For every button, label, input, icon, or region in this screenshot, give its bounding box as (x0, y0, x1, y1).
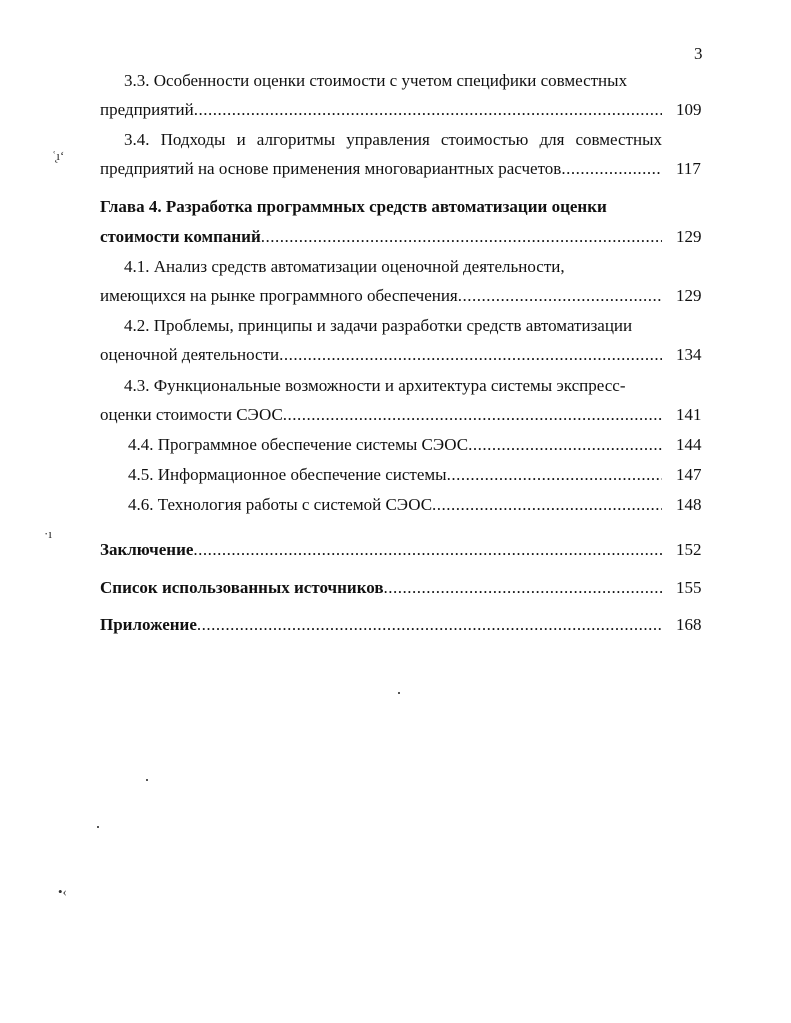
toc-entry-text: Заключение (100, 540, 194, 559)
toc-references-page: 155 (676, 578, 702, 597)
toc-entry-3-3-line-2 (100, 99, 662, 121)
toc-entry-text: имеющихся на рынке программного обеспечения (100, 286, 458, 305)
leader-dots (197, 614, 662, 636)
leader-dots (561, 158, 662, 180)
toc-references (100, 577, 662, 599)
scan-mark: ʿ̨ı‘ (52, 148, 65, 163)
toc-entry-3-4-page: 117 (676, 159, 701, 178)
leader-dots (432, 494, 662, 516)
leader-dots (279, 344, 662, 366)
toc-entry-4-1-page: 129 (676, 286, 702, 305)
scan-mark: •‹ (58, 884, 67, 899)
toc-entry-text: стоимости компаний (100, 227, 261, 246)
scan-speck (398, 692, 400, 694)
leader-dots (384, 577, 662, 599)
toc-entry-3-4-line-2 (100, 158, 662, 180)
leader-dots (193, 539, 662, 561)
leader-dots (468, 434, 662, 456)
toc-entry-4-3-line-2 (100, 404, 662, 426)
toc-entry-4-6-page: 148 (676, 495, 702, 514)
toc-entry-text: 4.6. Технология работы с системой СЭОС (128, 495, 433, 514)
toc-entry-text: оценки стоимости СЭОС (100, 405, 283, 424)
page-number: 3 (694, 44, 703, 63)
leader-dots (458, 285, 662, 307)
toc-entry-4-6 (100, 494, 662, 516)
toc-entry-3-3-page: 109 (676, 100, 702, 119)
toc-entry-text: предприятий (100, 100, 194, 119)
toc-entry-4-3-page: 141 (676, 405, 702, 424)
toc-entry-text: оценочной деятельности (100, 345, 280, 364)
toc-appendix-page: 168 (676, 615, 702, 634)
leader-dots (194, 99, 662, 121)
toc-entry-4-3-line-1: 4.3. Функциональные возможности и архитектура системы экспресс- (124, 376, 626, 395)
toc-entry-4-2-line-1: 4.2. Проблемы, принципы и задачи разработки средств автоматизации (124, 316, 633, 335)
toc-entry-4-5-page: 147 (676, 465, 702, 484)
toc-entry-4-1-line-2 (100, 285, 662, 307)
toc-chapter-4-line-2 (100, 226, 662, 248)
scan-speck (97, 826, 99, 828)
leader-dots (283, 404, 662, 426)
toc-entry-4-2-line-2 (100, 344, 662, 366)
toc-entry-3-4-line-1: 3.4. Подходы и алгоритмы управления стоимостью для совместных (124, 130, 662, 149)
toc-chapter-4-page: 129 (676, 227, 702, 246)
toc-entry-text: 4.4. Программное обеспечение системы СЭОС (128, 435, 469, 454)
toc-entry-text: Список использованных источников (100, 578, 384, 597)
toc-conclusion-page: 152 (676, 540, 702, 559)
toc-conclusion (100, 539, 662, 561)
toc-chapter-4-line-1: Глава 4. Разработка программных средств автоматизации оценки (100, 197, 607, 216)
toc-entry-text: 4.5. Информационное обеспечение системы (128, 465, 447, 484)
toc-entry-4-5 (100, 464, 662, 486)
toc-entry-3-3-line-1: 3.3. Особенности оценки стоимости с учетом специфики совместных (124, 71, 628, 90)
toc-entry-text: Приложение (100, 615, 197, 634)
leader-dots (261, 226, 662, 248)
scan-mark: ·ı (44, 526, 52, 541)
scan-speck (146, 779, 148, 781)
toc-entry-4-4-page: 144 (676, 435, 702, 454)
toc-entry-4-1-line-1: 4.1. Анализ средств автоматизации оценочной деятельности, (124, 257, 565, 276)
leader-dots (447, 464, 662, 486)
toc-entry-4-2-page: 134 (676, 345, 702, 364)
toc-appendix (100, 614, 662, 636)
toc-entry-4-4 (100, 434, 662, 456)
toc-entry-text: предприятий на основе применения многовариантных расчетов (100, 159, 562, 178)
